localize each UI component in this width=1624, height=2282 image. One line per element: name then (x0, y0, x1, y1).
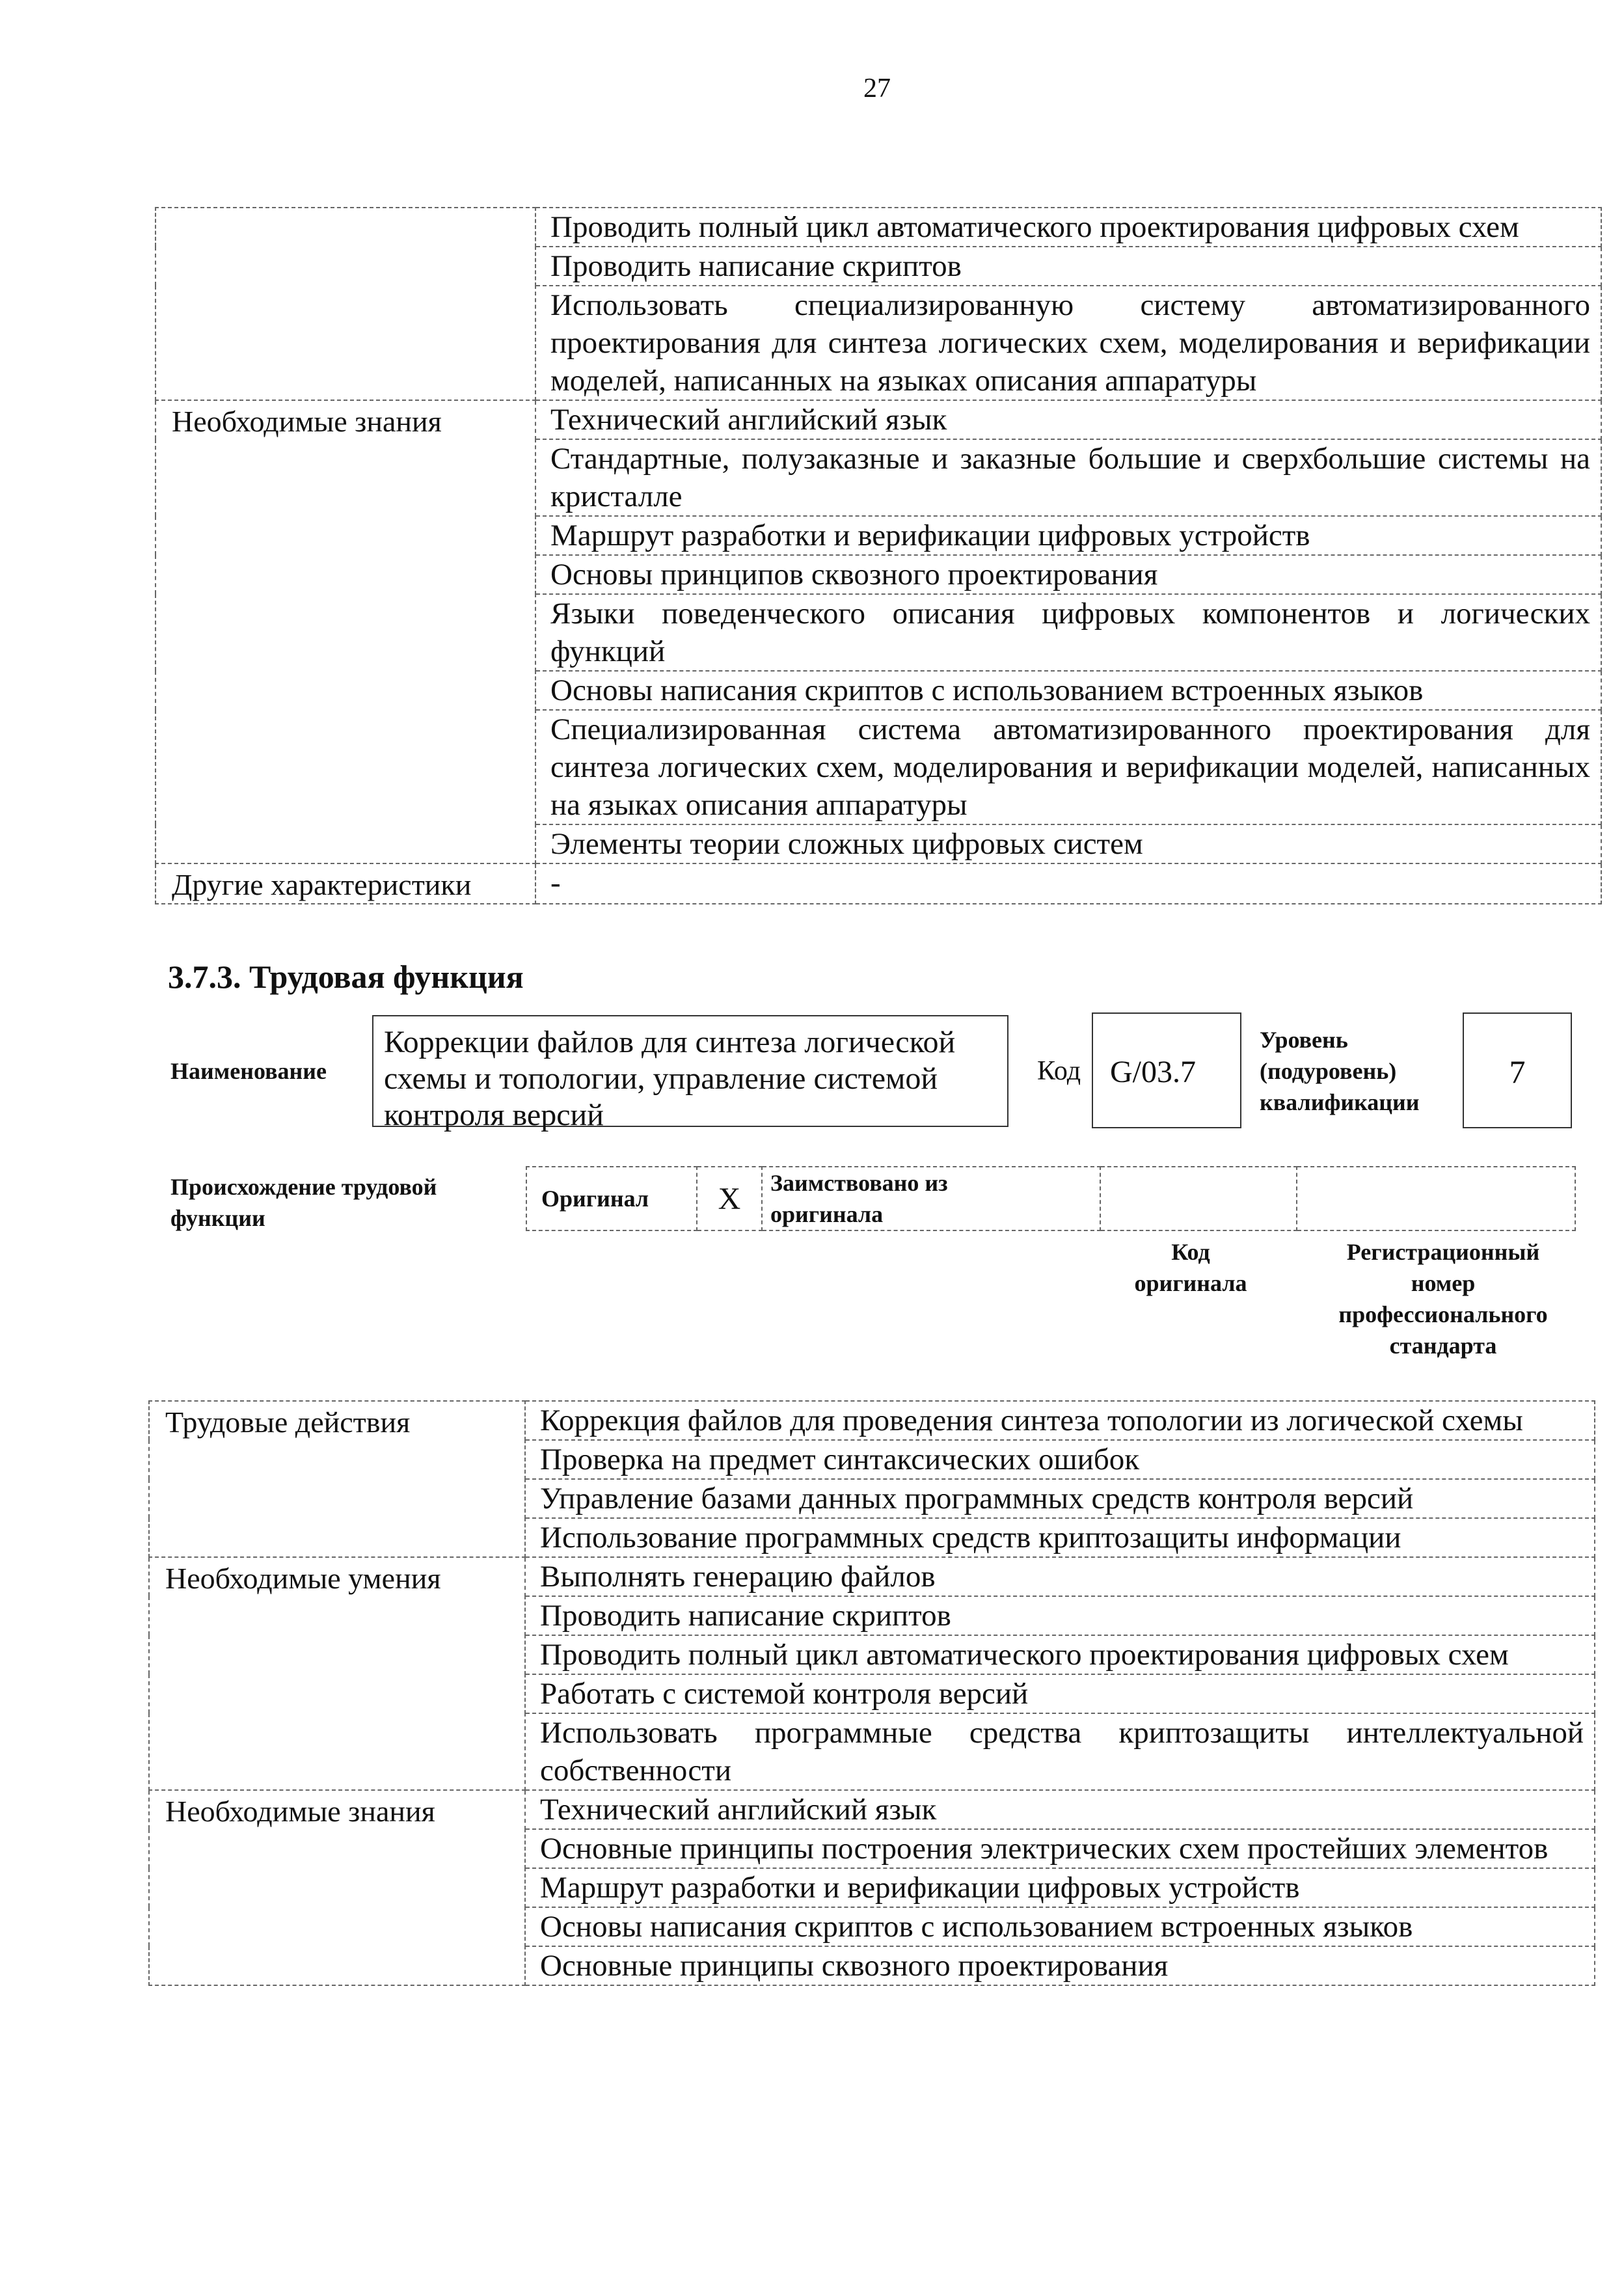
row-label (156, 208, 535, 400)
row-item: Проводить написание скриптов (525, 1596, 1595, 1635)
caption-line: профессионального (1338, 1301, 1548, 1327)
row-label: Трудовые действия (149, 1401, 525, 1557)
level-label-line: квалификации (1260, 1089, 1420, 1115)
row-item: Основы принципов сквозного проектирования (535, 555, 1601, 594)
level-label-line: (подуровень) (1260, 1058, 1397, 1084)
row-item: Проводить полный цикл автоматического проектирования цифровых схем (525, 1635, 1595, 1674)
code-value: G/03.7 (1092, 1012, 1241, 1128)
row-item: Основы написания скриптов с использованием встроенных языков (525, 1907, 1595, 1946)
function-name-value: Коррекции файлов для синтеза логической схемы и топологии, управление системой контроля версий (372, 1015, 1008, 1127)
name-label: Наименование (170, 1058, 327, 1084)
caption-line: Регистрационный (1346, 1239, 1540, 1265)
top-characteristics-table (155, 207, 1602, 904)
row-item: Языки поведенческого описания цифровых компонентов и логических функций (535, 594, 1601, 671)
qualification-level-value: 7 (1463, 1012, 1572, 1128)
table-row (156, 863, 1601, 904)
row-item: Проверка на предмет синтаксических ошибок (525, 1440, 1595, 1479)
row-item: Управление базами данных программных средств контроля версий (525, 1479, 1595, 1518)
caption-line: Код (1171, 1239, 1210, 1265)
code-original-cell (1100, 1167, 1297, 1230)
page-number: 27 (863, 74, 891, 103)
table-row (149, 1790, 1595, 1829)
row-item: Элементы теории сложных цифровых систем (535, 824, 1601, 863)
row-item: Работать с системой контроля версий (525, 1674, 1595, 1713)
row-item: Маршрут разработки и верификации цифровых устройств (535, 516, 1601, 555)
row-item: Специализированная система автоматизированного проектирования для синтеза логических схем, моделирования и верификации моделей, написанных на языках описания аппаратуры (535, 710, 1601, 824)
original-label: Оригинал (526, 1167, 697, 1230)
reg-number-cell (1297, 1167, 1575, 1230)
row-label: Необходимые умения (149, 1557, 525, 1790)
origin-label (170, 1171, 437, 1234)
row-item: Использовать специализированную систему автоматизированного проектирования для синтеза логических схем, моделирования и верификации моделей, написанных на языках описания аппаратуры (535, 286, 1601, 400)
table-row (156, 208, 1601, 247)
row-label: Необходимые знания (156, 400, 535, 863)
borrowed-line: Заимствовано из (770, 1170, 948, 1196)
row-item: Технический английский язык (535, 400, 1601, 439)
origin-table (526, 1166, 1576, 1231)
table-row (156, 400, 1601, 439)
caption-line: оригинала (1134, 1270, 1247, 1296)
row-item: Основные принципы построения электрических схем простейших элементов (525, 1829, 1595, 1868)
row-item: Основные принципы сквозного проектирования (525, 1946, 1595, 1985)
table-row (149, 1401, 1595, 1440)
origin-label-line: функции (170, 1205, 265, 1231)
caption-line: стандарта (1389, 1333, 1497, 1359)
row-item: Технический английский язык (525, 1790, 1595, 1829)
code-original-caption (1093, 1236, 1288, 1299)
level-label-line: Уровень (1260, 1027, 1348, 1053)
bottom-characteristics-table (148, 1400, 1595, 1986)
caption-line: номер (1411, 1270, 1476, 1296)
borrowed-line: оригинала (770, 1201, 884, 1227)
original-mark: X (697, 1167, 762, 1230)
row-item: - (535, 863, 1601, 904)
table-row (149, 1557, 1595, 1596)
row-item: Коррекция файлов для проведения синтеза топологии из логической схемы (525, 1401, 1595, 1440)
row-item: Стандартные, полузаказные и заказные большие и сверхбольшие системы на кристалле (535, 439, 1601, 516)
row-item: Маршрут разработки и верификации цифровых устройств (525, 1868, 1595, 1907)
qualification-level-label (1260, 1024, 1420, 1118)
row-item: Использование программных средств криптозащиты информации (525, 1518, 1595, 1557)
row-label: Необходимые знания (149, 1790, 525, 1985)
row-item: Проводить написание скриптов (535, 247, 1601, 286)
row-item: Использовать программные средства криптозащиты интеллектуальной собственности (525, 1713, 1595, 1790)
row-item: Выполнять генерацию файлов (525, 1557, 1595, 1596)
borrowed-label (762, 1167, 1100, 1230)
section-title: 3.7.3. Трудовая функция (168, 958, 524, 995)
row-item: Проводить полный цикл автоматического проектирования цифровых схем (535, 208, 1601, 247)
row-label: Другие характеристики (156, 863, 535, 904)
code-label: Код (1037, 1056, 1081, 1086)
registration-number-caption (1306, 1236, 1580, 1361)
row-item: Основы написания скриптов с использованием встроенных языков (535, 671, 1601, 710)
origin-label-line: Происхождение трудовой (170, 1174, 437, 1200)
